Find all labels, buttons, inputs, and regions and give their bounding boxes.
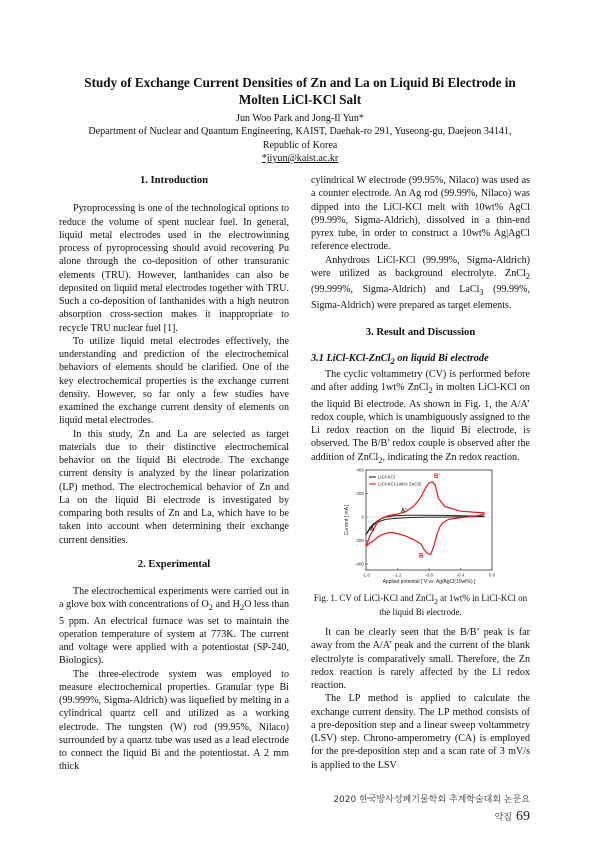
intro-paragraph-2: To utilize liquid metal electrodes effectively, the understanding and prediction of the electrochemical behaviors of elements should be clarified. One of the key electrochemical properties is the exchange current density. However, so far only a few studies have examined the exchange current density of elements on liquid metal electrodes. <box>59 335 289 427</box>
right-column-bottom <box>311 626 530 772</box>
intro-paragraph-3: In this study, Zn and La are selected as target materials due to their distinctive electrochemical behavior on the liquid Bi electrode. The exchange current density is analyzed by the linear polarization (LP) method. The electrochemical behavior of Zn and La on the liquid Bi electrode is investigated by comparing both results of Zn and La, which have to be taken into account when determining their exchange current densities. <box>59 428 289 546</box>
y-tick-label: 200 <box>356 491 364 497</box>
paper-title <box>60 74 540 108</box>
left-column <box>59 174 289 774</box>
y-axis-label: Current [ mA ] <box>344 504 350 536</box>
experimental-paragraph-4: Anhydrous LiCl-KCl (99.99%, Sigma-Aldrich) were utilized as background electrolyte. ZnCl$_2$ (99.999%, Sigma-Aldrich) and LaCl$_3$ (99.99%, Sigma-Aldrich) were prepared as target elements. <box>311 254 531 312</box>
footer-text: 2020 한국방사성폐기물학회 추계학술대회 논문요약집 <box>333 795 530 823</box>
figure-1-caption: Fig. 1. CV of LiCl-KCl and ZnCl$_2$ at 1wt% in LiCl-KCl on the liquid Bi electrode. <box>313 593 528 617</box>
experimental-paragraph-3: cylindrical W electrode (99.95%, Nilaco) was used as a counter electrode. An Ag rod (99.99%, Nilaco) was dipped into the LiCl-KCl melt with 10wt% AgCl (99.99%, Sigma-Aldrich), dissolved in a thin-end pyrex tube, in order to construct a 10wt% Ag|AgCl reference electrode. <box>311 175 530 253</box>
intro-paragraph-1: Pyroprocessing is one of the technological options to reduce the volume of spent nuclear fuel. In general, liquid metal electrodes used in the electrowinning process of pyroprocessing should avoid recovering Pu alone through the co-deposition of other transuranic elements (TRU). However, lanthanides can also be deposited on liquid metal electrodes together with TRU. Such a co-deposition of lanthanides with a high neutron absorption cross-section makes it inappropriate to recycle TRU nuclear fuel [1]. <box>59 203 289 334</box>
experimental-heading: 2. Experimental <box>137 558 211 570</box>
page-number: 69 <box>516 809 530 824</box>
subsection-3-1-heading: 3.1 LiCl-KCl-ZnCl$_2$ on liquid Bi electrode <box>311 352 489 366</box>
y-tick-label: -400 <box>354 561 364 567</box>
x-axis-label: Applied potential [ V vs. Ag/AgCl(10wt%) ] <box>382 579 476 584</box>
results-paragraph-2: It can be clearly seen that the B/B’ peak is far away from the A/A’ peak and the current of the blank electrolyte is comparatively small. Therefore, the Zn redox reaction is rarely affected by the Li redox reaction. <box>311 627 530 691</box>
peak-annotation: B' <box>433 474 440 481</box>
peak-annotation: A' <box>400 508 407 515</box>
peak-annotation: A <box>370 527 375 534</box>
page-footer <box>330 789 530 825</box>
results-paragraph-1: The cyclic voltammetry (CV) is performed before and after adding 1wt% ZnCl$_2$ in molten LiCl-KCl on the liquid Bi electrode. As shown in Fig. 1, the A/A’ redox couple, which is unambiguously assigned to the Li redox reaction on the liquid Bi electrode, is observed. The B/B’ redox couple is observed after the addition of ZnCl$_2$, indicating the Zn redox reaction. <box>311 369 530 465</box>
x-tick-label: 0.0 <box>488 572 496 578</box>
affiliation-line-2: Republic of Korea <box>262 139 338 151</box>
results-heading: 3. Result and Discussion <box>365 326 476 338</box>
y-tick-label: 400 <box>356 467 364 473</box>
x-tick-label: -1.6 <box>362 572 370 578</box>
x-tick-label: -0.4 <box>456 572 465 578</box>
x-tick-label: -1.2 <box>393 572 402 578</box>
title-line-2: Molten LiCl-KCl Salt <box>238 92 362 107</box>
y-tick-label: 0 <box>361 514 364 520</box>
y-tick-label: -200 <box>354 538 364 544</box>
right-column-top <box>311 174 530 467</box>
corresponding-email[interactable]: *jiyun@kaist.ac.kr <box>261 153 339 165</box>
peak-annotation: B <box>418 553 424 560</box>
legend-entry-2: LiCl-KCl-1wt% ZnCl2 <box>378 481 422 487</box>
experimental-paragraph-1: The electrochemical experiments were carried out in a glove box with concentrations of $O_2$ and $H_2O$ less than 5 ppm. An electrical furnace was set to maintain the operation temperature of system at 773K. The current and voltage were applied with a potentiostat (SP-240, Biologics). <box>59 586 289 667</box>
intro-heading: 1. Introduction <box>139 175 209 186</box>
title-line-1: Study of Exchange Current Densities of Zn and La on Liquid Bi Electrode in <box>84 75 516 90</box>
legend-entry-1: LiCl-KCl <box>378 474 395 480</box>
affiliation-line-1: Department of Nuclear and Quantum Engineering, KAIST, Daehak-ro 291, Yuseong-gu, Daejeon 34141, <box>88 126 512 138</box>
author-block <box>40 112 560 166</box>
experimental-paragraph-2: The three-electrode system was employed to measure electrochemical properties. Granular type Bi (99.999%, Sigma-Aldrich) was liquefied by melting in a cylindrical quartz cell and utilized as a working electrode. The tungsten (W) rod (99.95%, Nilaco) surrounded by a quartz tube was used as a lead electrode to connect the liquid Bi and the potentiostat. A 2 mm thick <box>59 668 289 773</box>
x-tick-label: -0.8 <box>425 572 433 578</box>
results-paragraph-3: The LP method is applied to calculate the exchange current density. The LP method consists of a pre-deposition step and a linear sweep voltammetry (LSV) step. Chrono-amperometry (CA) is employed for the pre-deposition step and a scan rate of 3 mV/s is applied to the LSV <box>311 693 530 771</box>
author-names: Jun Woo Park and Jong-Il Yun* <box>236 113 364 124</box>
cv-chart <box>340 466 500 584</box>
